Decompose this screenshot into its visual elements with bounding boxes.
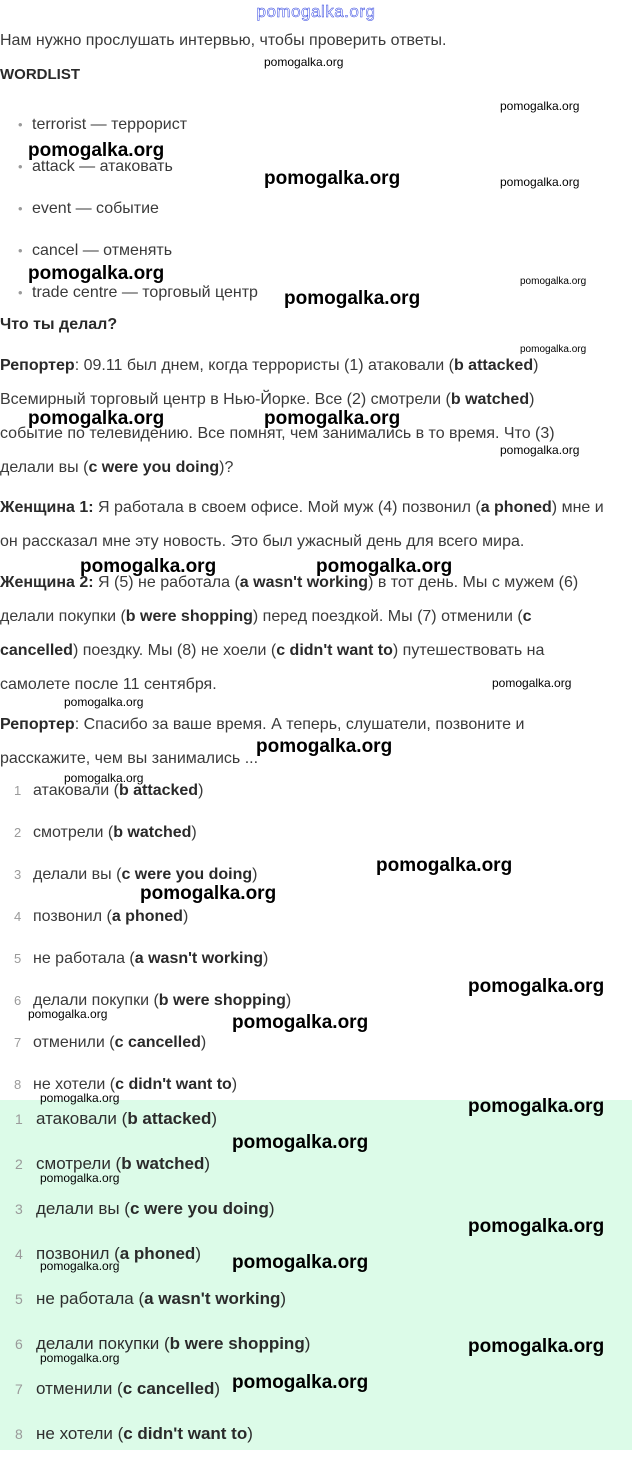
list-item: 7 отменили (c cancelled) — [15, 1379, 221, 1398]
watermark: pomogalka.org — [284, 288, 421, 309]
dialogue-woman-2: Женщина 2: Я (5) не работала (a wasn't working) в тот день. Мы с мужем (6) делали покупки (b were shopping) перед поездкой. Мы (7) отменили (c cancelled) поездку. Мы (8) не хоели (c didn't want to) путешествовать на самолете после 11 сентября. — [0, 574, 579, 693]
list-item: 7 отменили (c cancelled) — [14, 1034, 207, 1051]
wordlist-item: • trade centre — торговый центр — [18, 284, 258, 301]
watermark: pomogalka.org — [520, 276, 587, 287]
watermark: pomogalka.org — [28, 263, 165, 284]
watermark: pomogalka.org — [232, 1012, 369, 1033]
list-item: 4 позвонил (a phoned) — [15, 1244, 201, 1263]
list-item: 8 не хотели (c didn't want to) — [15, 1424, 253, 1443]
watermark: pomogalka.org — [28, 1007, 108, 1021]
watermark: pomogalka.org — [264, 55, 344, 69]
dialogue-reporter-2: Репортер: Спасибо за ваше время. А теперь, слушатели, позвоните и расскажите, чем вы занимались ... — [0, 716, 525, 767]
watermark: pomogalka.org — [80, 556, 217, 577]
speaker-label: Женщина 2: — [0, 574, 94, 591]
bullet-icon: • — [18, 201, 23, 216]
watermark: pomogalka.org — [520, 344, 587, 355]
bullet-icon: • — [18, 243, 23, 258]
list-item: 2 смотрели (b watched) — [15, 1154, 210, 1173]
speaker-label: Репортер — [0, 716, 75, 733]
wordlist-title: WORDLIST — [0, 66, 80, 83]
watermark: pomogalka.org — [64, 695, 144, 709]
watermark: pomogalka.org — [28, 408, 165, 429]
watermark: pomogalka.org — [468, 976, 605, 997]
watermark: pomogalka.org — [28, 140, 165, 161]
bullet-icon: • — [18, 285, 23, 300]
site-header-logo: pomogalka.org — [256, 2, 376, 21]
watermark: pomogalka.org — [500, 175, 580, 189]
bullet-icon: • — [18, 117, 23, 132]
watermark: pomogalka.org — [468, 1336, 605, 1357]
wordlist-item: • event — событие — [18, 200, 159, 217]
watermark: pomogalka.org — [264, 408, 401, 429]
watermark: pomogalka.org — [492, 676, 572, 690]
watermark: pomogalka.org — [232, 1252, 369, 1273]
list-item: 3 делали вы (c were you doing) — [14, 866, 258, 883]
watermark: pomogalka.org — [64, 771, 144, 785]
watermark: pomogalka.org — [468, 1096, 605, 1117]
watermark: pomogalka.org — [40, 1351, 120, 1365]
watermark: pomogalka.org — [500, 99, 580, 113]
speaker-label: Репортер — [0, 357, 75, 374]
watermark: pomogalka.org — [232, 1372, 369, 1393]
wordlist-item: • terrorist — террорист — [18, 116, 188, 133]
watermark: pomogalka.org — [264, 168, 401, 189]
speaker-label: Женщина 1: — [0, 499, 94, 516]
watermark: pomogalka.org — [256, 736, 393, 757]
watermark: pomogalka.org — [468, 1216, 605, 1237]
list-item: 8 не хотели (c didn't want to) — [14, 1076, 238, 1093]
watermark: pomogalka.org — [40, 1171, 120, 1185]
answer-list — [0, 775, 632, 1111]
wordlist-item: • cancel — отменять — [18, 242, 173, 259]
list-item: 4 позвонил (a phoned) — [14, 908, 189, 925]
list-item: 3 делали вы (c were you doing) — [15, 1199, 275, 1218]
dialogue-woman-1: Женщина 1: Я работала в своем офисе. Мой муж (4) позвонил (a phoned) мне и он рассказал мне эту новость. Это был ужасный день для всего мира. — [0, 499, 604, 550]
watermark: pomogalka.org — [40, 1091, 120, 1105]
dialogue-reporter-1: Репортер: 09.11 был днем, когда террористы (1) атаковали (b attacked) Всемирный торговый центр в Нью-Йорке. Все (2) смотрели (b watched) событие по телевидению. Все помнят, чем занимались в то время. Что (3) делали вы (c were you doing)? — [0, 357, 555, 476]
watermark: pomogalka.org — [40, 1259, 120, 1273]
list-item: 1 атаковали (b attacked) — [14, 782, 204, 799]
watermark: pomogalka.org — [140, 883, 277, 904]
list-item: 2 смотрели (b watched) — [14, 824, 197, 841]
list-item: 5 не работала (a wasn't working) — [14, 950, 269, 967]
answer-list-highlighted — [0, 1100, 632, 1460]
watermark: pomogalka.org — [232, 1132, 369, 1153]
list-item: 6 делали покупки (b were shopping) — [14, 992, 292, 1009]
watermark: pomogalka.org — [500, 443, 580, 457]
wordlist-item: • attack — атаковать — [18, 158, 173, 175]
list-item: 5 не работала (a wasn't working) — [15, 1289, 287, 1308]
list-item: 6 делали покупки (b were shopping) — [15, 1334, 311, 1353]
bullet-icon: • — [18, 159, 23, 174]
watermark: pomogalka.org — [376, 855, 513, 876]
watermark: pomogalka.org — [316, 556, 453, 577]
list-item: 1 атаковали (b attacked) — [15, 1109, 218, 1128]
intro-text: Нам нужно прослушать интервью, чтобы проверить ответы. — [0, 32, 447, 49]
section-title: Что ты делал? — [0, 316, 118, 333]
